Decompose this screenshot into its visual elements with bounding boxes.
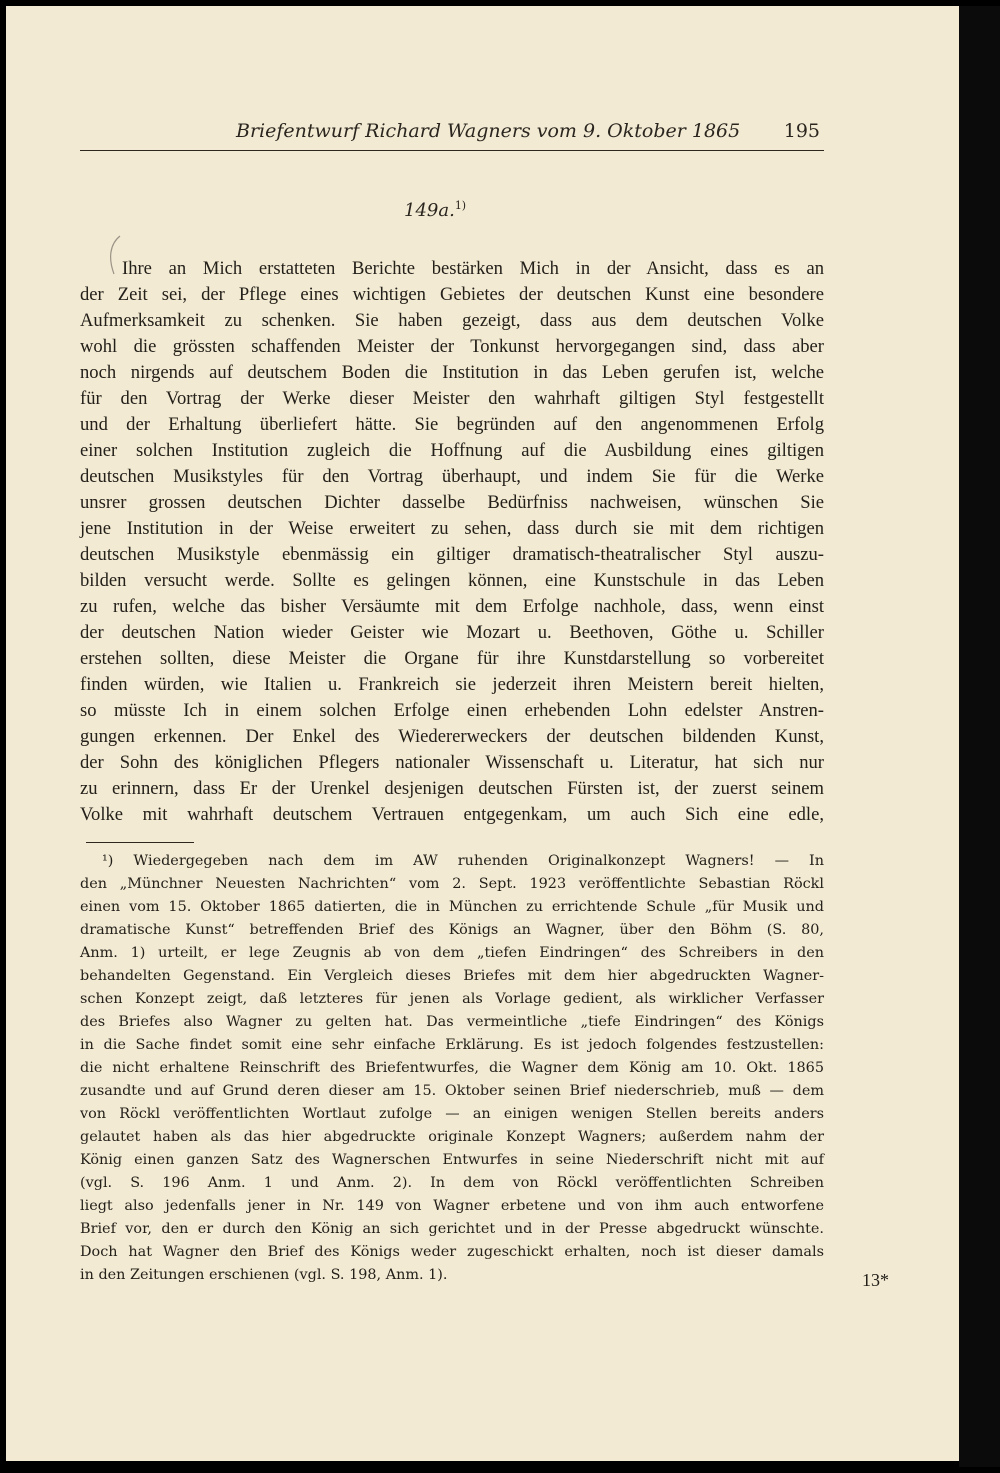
- footnote-line: Anm. 1) urteilt, er lege Zeugnis ab von dem „tiefen Eindringen“ des Schreibers in den: [80, 945, 824, 961]
- footnote-line: König einen ganzen Satz des Wagnerschen Entwurfes in seine Niederschrift nicht mit auf: [80, 1152, 824, 1168]
- printer-signature-mark: 13*: [862, 1270, 889, 1290]
- footnote-line: (vgl. S. 196 Anm. 1 und Anm. 2). In dem von Röckl veröffentlichten Schreiben: [80, 1175, 824, 1191]
- body-line: deutschen Musikstyles für den Vortrag überhaupt, und indem Sie für die Werke: [80, 466, 824, 487]
- footnote-line: Brief vor, den er durch den König an sich gerichtet und in der Presse abgedruckt wünschte.: [80, 1221, 824, 1237]
- footnote-line: einen vom 15. Oktober 1865 datierten, die in München zu errichtende Schule „für Musik und: [80, 899, 824, 915]
- body-line: einer solchen Institution zugleich die Hoffnung auf die Ausbildung eines giltigen: [80, 440, 824, 461]
- footnote-line: von Röckl veröffentlichten Wortlaut zufolge — an einigen wenigen Stellen bereits anders: [80, 1106, 824, 1122]
- footnote-line: behandelten Gegenstand. Ein Vergleich dieses Briefes mit dem hier abgedruckten Wagner-: [80, 968, 824, 984]
- body-line: so müsste Ich in einem solchen Erfolge einen erhebenden Lohn edelster Anstren-: [80, 700, 824, 721]
- footnote-line: schen Konzept zeigt, daß letzteres für jenen als Vorlage gedient, als wirklicher Verfasser: [80, 991, 824, 1007]
- page-header: [80, 118, 824, 151]
- footnote-line: des Briefes also Wagner zu gelten hat. Das vermeintliche „tiefe Eindringen“ des Königs: [80, 1014, 824, 1030]
- footnote-line: in den Zeitungen erschienen (vgl. S. 198, Anm. 1).: [80, 1267, 448, 1283]
- scan-border: [959, 6, 1000, 1467]
- footnote-line: in die Sache findet somit eine sehr einfache Erklärung. Es ist jedoch folgendes festzustellen:: [80, 1037, 824, 1053]
- letter-number: [404, 199, 466, 221]
- footnote-line: dramatische Kunst“ betreffenden Brief des Königs an Wagner, über den Böhm (S. 80,: [80, 922, 824, 938]
- letter-number-text: 149a.: [404, 200, 455, 221]
- body-line: für den Vortrag der Werke dieser Meister den wahrhaft giltigen Styl festgestellt: [80, 388, 824, 409]
- body-line: gungen erkennen. Der Enkel des Wiedererweckers der deutschen bildenden Kunst,: [80, 726, 824, 747]
- footnote-line: ¹) Wiedergegeben nach dem im AW ruhenden Originalkonzept Wagners! — In: [102, 853, 824, 869]
- body-line: deutschen Musikstyle ebenmässig ein giltiger dramatisch-theatralischer Styl auszu-: [80, 544, 824, 565]
- body-line: erstehen sollten, diese Meister die Organe für ihre Kunstdarstellung so vorbereitet: [80, 648, 824, 669]
- footnote-line: Doch hat Wagner den Brief des Königs weder zugeschickt erhalten, noch ist dieser damals: [80, 1244, 824, 1260]
- running-title: Briefentwurf Richard Wagners vom 9. Oktober 1865: [236, 120, 741, 142]
- body-line: wohl die grössten schaffenden Meister der Tonkunst hervorgegangen sind, dass aber: [80, 336, 824, 357]
- body-line: zu rufen, welche das bisher Versäumte mit dem Erfolge nachhole, dass, wenn einst: [80, 596, 824, 617]
- footnote-line: den „Münchner Neuesten Nachrichten“ vom 2. Sept. 1923 veröffentlichte Sebastian Röckl: [80, 876, 824, 892]
- body-line: jene Institution in der Weise erweitert zu sehen, dass durch sie mit dem richtigen: [80, 518, 824, 539]
- book-page: [6, 6, 959, 1461]
- body-line: noch nirgends auf deutschem Boden die Institution in das Leben gerufen ist, welche: [80, 362, 824, 383]
- body-line: Aufmerksamkeit zu schenken. Sie haben gezeigt, dass aus dem deutschen Volke: [80, 310, 824, 331]
- body-line: und der Erhaltung überliefert hätte. Sie begründen auf den angenommenen Erfolg: [80, 414, 824, 435]
- page-number: 195: [783, 120, 820, 142]
- body-line: bilden versucht werde. Sollte es gelingen können, eine Kunstschule in das Leben: [80, 570, 824, 591]
- body-line: Volke mit wahrhaft deutschem Vertrauen entgegenkam, um auch Sich eine edle,: [80, 804, 824, 825]
- footnote-reference: 1): [454, 199, 467, 212]
- footnote-line: liegt also jedenfalls jener in Nr. 149 von Wagner erbetene und von ihm auch entworfene: [80, 1198, 824, 1214]
- body-line: finden würden, wie Italien u. Frankreich sie jederzeit ihren Meistern bereit hielten,: [80, 674, 824, 695]
- footnote-line: gelautet haben als das hier abgedruckte originale Konzept Wagners; außerdem nahm der: [80, 1129, 824, 1145]
- footnote-line: zusandte und auf Grund deren dieser am 15. Oktober seinen Brief niederschrieb, muß — dem: [80, 1083, 824, 1099]
- body-line: Ihre an Mich erstatteten Berichte bestärken Mich in der Ansicht, dass es an: [122, 258, 824, 279]
- footnote-divider: [86, 842, 194, 843]
- body-line: zu erinnern, dass Er der Urenkel desjenigen deutschen Fürsten ist, der zuerst seinem: [80, 778, 824, 799]
- body-line: der Zeit sei, der Pflege eines wichtigen Gebietes der deutschen Kunst eine besondere: [80, 284, 824, 305]
- body-line: der deutschen Nation wieder Geister wie Mozart u. Beethoven, Göthe u. Schiller: [80, 622, 824, 643]
- footnote-line: die nicht erhaltene Reinschrift des Briefentwurfes, die Wagner dem König am 10. Okt. 1865: [80, 1060, 824, 1076]
- body-line: der Sohn des königlichen Pflegers nationaler Wissenschaft u. Literatur, hat sich nur: [80, 752, 824, 773]
- pencil-bracket-mark: [104, 234, 124, 278]
- body-line: unsrer grossen deutschen Dichter dasselbe Bedürfniss nachweisen, wünschen Sie: [80, 492, 824, 513]
